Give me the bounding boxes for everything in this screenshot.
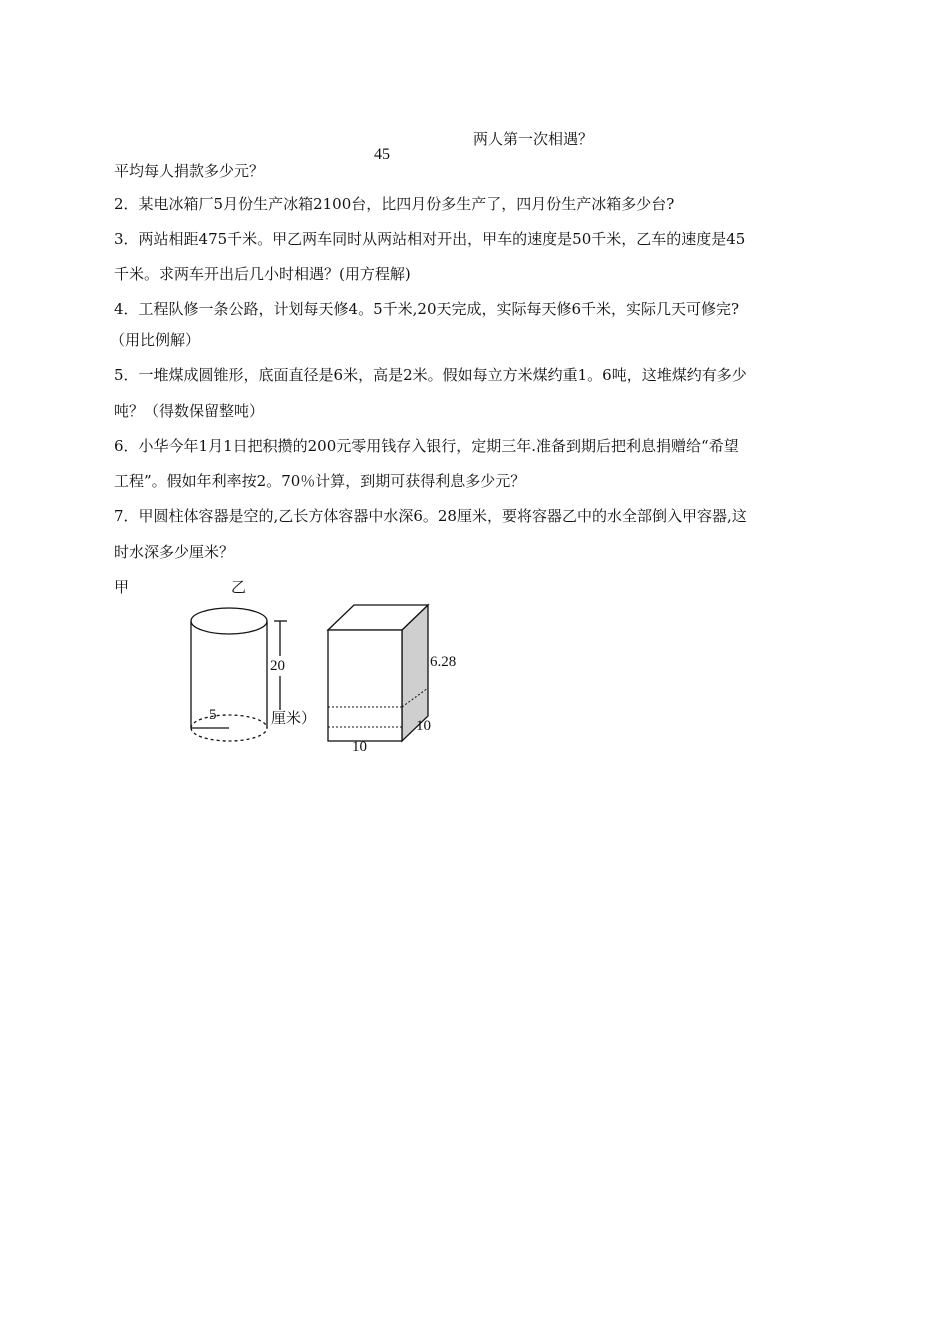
problem-5-line-1: 5．一堆煤成圆锥形，底面直径是6米，高是2米。假如每立方米煤约重1。6吨，这堆煤约有多少 [114,366,747,384]
problem-4-line-2: （用比例解） [110,331,201,349]
cylinder-unit-label: 厘米） [271,711,317,727]
problem-2-line-1: 2．某电冰箱厂5月份生产冰箱2100台，比四月份多生产了，四月份生产冰箱多少台? [114,195,675,213]
problem-6-line-2: 工程”。假如年利率按2。70％计算，到期可获得利息多少元？ [114,472,526,490]
problem-7-line-2: 时水深多少厘米？ [114,543,235,561]
header-fragment-left: 平均每人捐款多少元？ [114,162,265,180]
box-front-face [328,630,402,741]
cylinder-height-label: 20 [270,658,285,674]
figure-label-jia: 甲 [114,578,130,596]
problem-3-line-1: 3．两站相距475千米。甲乙两车同时从两站相对开出，甲车的速度是50千米，乙车的速度是45 [114,230,746,248]
box-depth-label: 6.28 [430,654,457,670]
problem-3-line-2: 千米。求两车开出后几小时相遇？(用方程解) [114,265,411,283]
header-fragment-right: 两人第一次相遇？ [473,130,594,148]
problem-5-line-2: 吨？（得数保留整吨） [114,402,265,420]
cylinder-radius-label: 5 [209,707,217,723]
box-bottom-label: 10 [352,739,367,755]
figure-label-yi: 乙 [231,578,247,596]
header-fragment-number: 45 [374,146,390,163]
box-diagram [328,605,428,741]
problem-6-line-1: 6．小华今年1月1日把积攒的200元零用钱存入银行，定期三年.准备到期后把利息捐赠给“希望 [114,437,739,455]
cylinder-bottom-back [191,715,267,728]
problem-7-line-1: 7．甲圆柱体容器是空的,乙长方体容器中水深6。28厘米，要将容器乙中的水全部倒入甲容器,这 [114,507,747,525]
cylinder-bottom-front [191,728,267,741]
problem-4-line-1: 4．工程队修一条公路，计划每天修4。5千米,20天完成，实际每天修6千米，实际几天可修完? [114,300,740,318]
box-side-label: 10 [416,718,431,734]
cylinder-top [191,608,267,634]
